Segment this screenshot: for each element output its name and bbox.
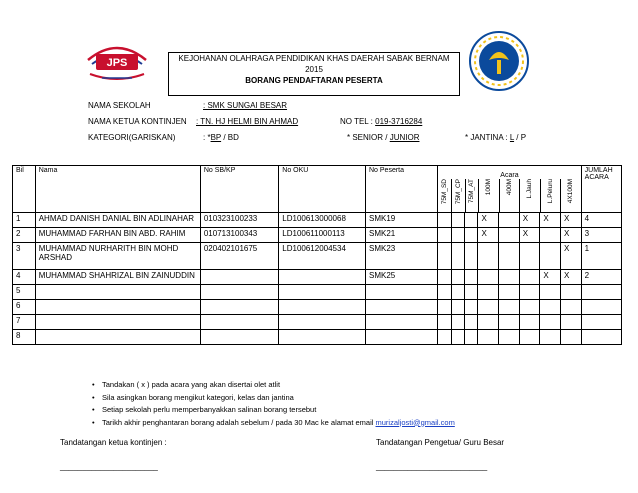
- cell-event-mark: [465, 285, 478, 300]
- cell-event-mark: [451, 315, 464, 330]
- registration-table: [12, 165, 622, 345]
- cell-event-mark: [478, 285, 499, 300]
- cell-event-mark: X: [561, 228, 582, 243]
- cell-event-mark: X: [540, 213, 561, 228]
- cell-oku: [279, 315, 366, 330]
- cell-event-mark: [499, 243, 520, 270]
- cell-nama: MUHAMMAD FARHAN BIN ABD. RAHIM: [35, 228, 200, 243]
- cell-event-mark: X: [478, 213, 499, 228]
- note-item: • Sila asingkan borang mengikut kategori, kelas dan jantina: [92, 392, 294, 402]
- cell-event-mark: [438, 270, 451, 285]
- cell-event-mark: [519, 300, 540, 315]
- level-junior: JUNIOR: [389, 133, 420, 142]
- category-prefix: : *: [203, 133, 211, 142]
- cell-event-mark: [519, 330, 540, 345]
- cell-event-mark: X: [478, 228, 499, 243]
- cell-event-mark: [465, 330, 478, 345]
- event-header: L.Jauh: [519, 179, 539, 212]
- cell-sb: [200, 315, 278, 330]
- sig-left-label: Tandatangan ketua kontinjen :: [60, 438, 167, 447]
- cell-event-mark: [540, 228, 561, 243]
- cell-event-mark: [499, 330, 520, 345]
- gender-rest: / P: [514, 133, 527, 142]
- cell-sb: [200, 330, 278, 345]
- table-row: [13, 270, 622, 285]
- cell-oku: LD100612004534: [279, 243, 366, 270]
- note-item: • Tandakan ( x ) pada acara yang akan disertai olet atlit: [92, 380, 281, 389]
- cell-event-mark: [540, 330, 561, 345]
- cell-event-mark: X: [561, 270, 582, 285]
- cell-event-mark: [465, 270, 478, 285]
- sig-left-line: ______________________: [60, 462, 158, 471]
- cell-event-mark: [478, 315, 499, 330]
- cell-event-mark: [465, 300, 478, 315]
- header-jumlah: JUMLAH ACARA: [581, 166, 621, 213]
- cell-event-mark: [499, 213, 520, 228]
- cell-event-mark: [561, 315, 582, 330]
- cell-event-mark: [540, 243, 561, 270]
- cell-jumlah: [581, 300, 621, 315]
- phone-field: [340, 117, 422, 126]
- cell-event-mark: [478, 330, 499, 345]
- note-item: • Tarikh akhir penghantaran borang adalah sebelum / pada 30 Mac ke alamat email murizaljosti@gmail.com: [92, 417, 455, 427]
- cell-bil: 4: [13, 270, 36, 285]
- cell-event-mark: [540, 285, 561, 300]
- cell-nama: AHMAD DANISH DANIAL BIN ADLINAHAR: [35, 213, 200, 228]
- cell-bil: 6: [13, 300, 36, 315]
- cell-peserta: [365, 330, 437, 345]
- cell-event-mark: X: [561, 213, 582, 228]
- category-value: [203, 133, 239, 142]
- gender-prefix: * JANTINA :: [465, 133, 510, 142]
- cell-event-mark: [438, 330, 451, 345]
- ppd-logo: [468, 30, 530, 92]
- event-headers: [438, 179, 580, 212]
- cell-oku: [279, 330, 366, 345]
- cell-sb: 010713100343: [200, 228, 278, 243]
- cell-oku: [279, 270, 366, 285]
- cell-jumlah: [581, 285, 621, 300]
- cell-sb: 010323100233: [200, 213, 278, 228]
- sig-right-label: Tandatangan Pengetua/ Guru Besar: [376, 438, 505, 447]
- table-row: [13, 330, 622, 345]
- table-header-row: [13, 166, 622, 213]
- event-year: 2015: [305, 65, 323, 74]
- gender-value: [465, 133, 526, 142]
- cell-event-mark: X: [561, 243, 582, 270]
- jps-logo-text: JPS: [106, 57, 128, 69]
- phone-value: 019-3716284: [375, 117, 423, 126]
- cell-bil: 1: [13, 213, 36, 228]
- cell-jumlah: 2: [581, 270, 621, 285]
- header-acara: Acara: [500, 172, 519, 179]
- form-title-box: [168, 52, 460, 96]
- leader-label: NAMA KETUA KONTINJEN: [88, 117, 187, 126]
- school-label: NAMA SEKOLAH: [88, 101, 151, 110]
- event-title: KEJOHANAN OLAHRAGA PENDIDIKAN KHAS DAERAH SABAK BERNAM: [178, 54, 450, 63]
- cell-peserta: SMK21: [365, 228, 437, 243]
- cell-event-mark: [451, 243, 464, 270]
- header-oku: No OKU: [279, 166, 366, 213]
- header-nama: Nama: [35, 166, 200, 213]
- phone-label: NO TEL :: [340, 117, 376, 126]
- cell-jumlah: [581, 315, 621, 330]
- cell-jumlah: 1: [581, 243, 621, 270]
- cell-event-mark: [519, 315, 540, 330]
- cell-event-mark: [499, 315, 520, 330]
- cell-peserta: SMK25: [365, 270, 437, 285]
- email-link[interactable]: murizaljosti@gmail.com: [375, 417, 455, 427]
- table-row: [13, 228, 622, 243]
- table-row: [13, 213, 622, 228]
- event-header: L.Peluru: [540, 179, 560, 212]
- cell-event-mark: [478, 270, 499, 285]
- school-value: : SMK SUNGAI BESAR: [203, 101, 288, 110]
- leader-value: : TN. HJ HELMI BIN AHMAD: [196, 117, 299, 126]
- table-row: [13, 300, 622, 315]
- cell-nama: MUHAMMAD NURHARITH BIN MOHD ARSHAD: [35, 243, 200, 270]
- event-header: 4X100M: [560, 179, 580, 212]
- cell-event-mark: [438, 300, 451, 315]
- sig-right-line: _________________________: [376, 462, 488, 471]
- cell-sb: [200, 300, 278, 315]
- cell-event-mark: [499, 228, 520, 243]
- cell-event-mark: [499, 285, 520, 300]
- cell-event-mark: [451, 300, 464, 315]
- cell-event-mark: [465, 243, 478, 270]
- header-acara-group: [438, 166, 581, 213]
- event-header: 75M_SD: [441, 179, 449, 205]
- form-title: BORANG PENDAFTARAN PESERTA: [245, 76, 383, 85]
- header-sb: No SB/KP: [200, 166, 278, 213]
- cell-event-mark: [438, 243, 451, 270]
- cell-event-mark: [519, 270, 540, 285]
- cell-oku: LD100613000068: [279, 213, 366, 228]
- cell-peserta: [365, 300, 437, 315]
- cell-event-mark: [499, 300, 520, 315]
- cell-event-mark: [519, 243, 540, 270]
- cell-event-mark: [519, 285, 540, 300]
- event-header: 400M: [499, 179, 519, 212]
- cell-bil: 7: [13, 315, 36, 330]
- notes-list: [92, 379, 455, 429]
- cell-nama: [35, 315, 200, 330]
- event-header: 75M_CP: [451, 179, 465, 212]
- cell-event-mark: [451, 228, 464, 243]
- header-bil: Bil: [13, 166, 36, 213]
- cell-event-mark: [451, 270, 464, 285]
- cell-bil: 5: [13, 285, 36, 300]
- cell-event-mark: [561, 300, 582, 315]
- cell-event-mark: [438, 285, 451, 300]
- note-item: • Setiap sekolah perlu memperbanyakkan salinan borang tersebut: [92, 405, 317, 414]
- cell-nama: [35, 285, 200, 300]
- category-rest: / BD: [221, 133, 239, 142]
- category-bp: BP: [210, 133, 222, 142]
- cell-event-mark: [438, 213, 451, 228]
- cell-bil: 3: [13, 243, 36, 270]
- cell-event-mark: [451, 330, 464, 345]
- cell-event-mark: [438, 228, 451, 243]
- cell-event-mark: [561, 330, 582, 345]
- cell-event-mark: X: [540, 270, 561, 285]
- cell-event-mark: X: [519, 228, 540, 243]
- cell-bil: 8: [13, 330, 36, 345]
- cell-event-mark: [540, 300, 561, 315]
- gender-l: L: [509, 133, 515, 142]
- cell-sb: 020402101675: [200, 243, 278, 270]
- cell-event-mark: [478, 300, 499, 315]
- cell-nama: MUHAMMAD SHAHRIZAL BIN ZAINUDDIN: [35, 270, 200, 285]
- cell-bil: 2: [13, 228, 36, 243]
- cell-jumlah: 4: [581, 213, 621, 228]
- cell-peserta: [365, 285, 437, 300]
- cell-event-mark: X: [519, 213, 540, 228]
- cell-oku: [279, 300, 366, 315]
- cell-peserta: [365, 315, 437, 330]
- jps-logo: [82, 40, 152, 84]
- cell-jumlah: 3: [581, 228, 621, 243]
- category-label: KATEGORI(GARISKAN): [88, 133, 176, 142]
- cell-nama: [35, 300, 200, 315]
- cell-event-mark: [499, 270, 520, 285]
- cell-event-mark: [451, 285, 464, 300]
- cell-event-mark: [438, 315, 451, 330]
- level-prefix: * SENIOR /: [347, 133, 390, 142]
- table-row: [13, 315, 622, 330]
- event-header: 100M: [478, 179, 498, 212]
- cell-event-mark: [465, 213, 478, 228]
- cell-event-mark: [478, 243, 499, 270]
- cell-peserta: SMK23: [365, 243, 437, 270]
- cell-peserta: SMK19: [365, 213, 437, 228]
- level-value: [347, 133, 419, 142]
- cell-event-mark: [561, 285, 582, 300]
- cell-event-mark: [465, 315, 478, 330]
- event-header: 75M_AT: [465, 179, 479, 212]
- cell-event-mark: [465, 228, 478, 243]
- cell-event-mark: [451, 213, 464, 228]
- cell-sb: [200, 270, 278, 285]
- cell-oku: [279, 285, 366, 300]
- cell-event-mark: [540, 315, 561, 330]
- cell-nama: [35, 330, 200, 345]
- cell-oku: LD100611000113: [279, 228, 366, 243]
- header-peserta: No Peserta: [365, 166, 437, 213]
- table-row: [13, 243, 622, 270]
- cell-sb: [200, 285, 278, 300]
- cell-jumlah: [581, 330, 621, 345]
- table-row: [13, 285, 622, 300]
